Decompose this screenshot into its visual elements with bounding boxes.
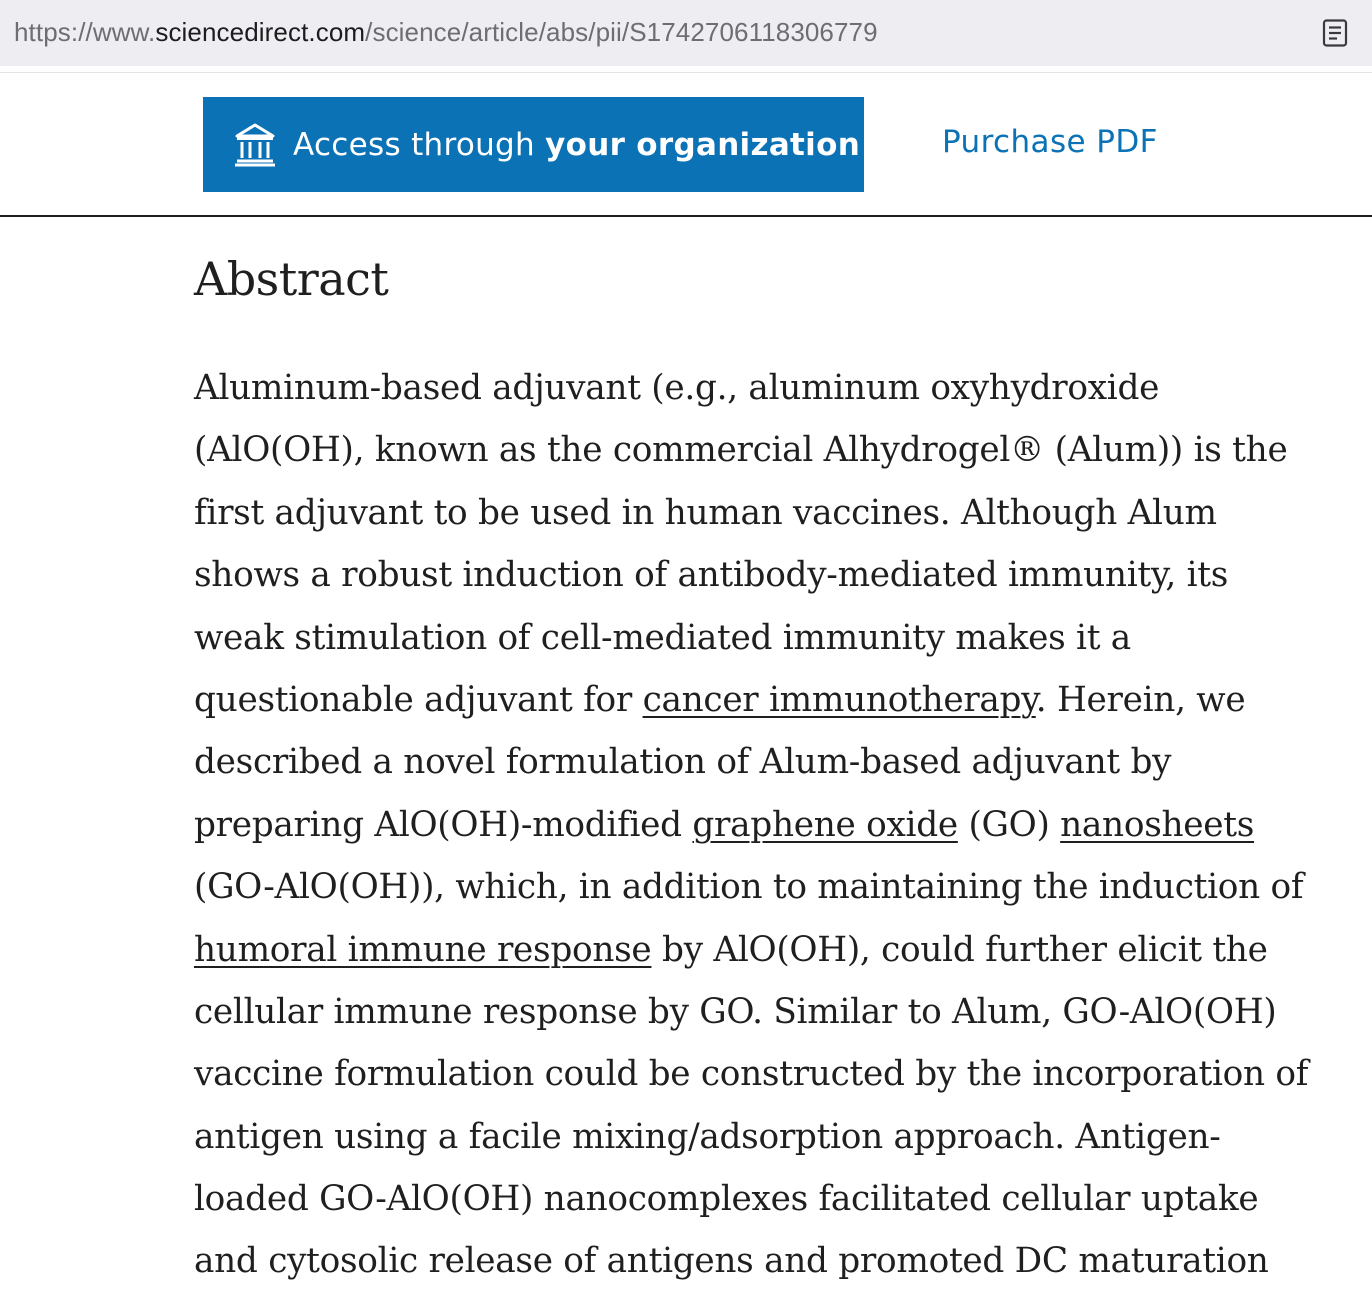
access-button-label [293, 127, 860, 163]
url-text[interactable] [14, 17, 878, 48]
access-label-bold: your organization [545, 126, 861, 163]
abstract-line [194, 669, 1354, 731]
abstract-text-segment: . Herein, we [1035, 679, 1246, 720]
nanosheets-link[interactable]: nanosheets [1060, 804, 1255, 845]
abstract-line: cellular immune response by GO. Similar to Alum, GO-AlO(OH) [194, 991, 1277, 1032]
access-through-organization-button[interactable] [203, 97, 864, 192]
address-bar[interactable] [0, 0, 1372, 66]
abstract-line: vaccine formulation could be constructed by the incorporation of [194, 1054, 1309, 1095]
access-label-plain: Access through [293, 126, 546, 163]
humoral-immune-response-link[interactable]: humoral immune response [194, 929, 652, 970]
institution-icon [234, 123, 276, 167]
abstract-text-segment: preparing AlO(OH)-modified [194, 804, 693, 845]
abstract-line: Aluminum-based adjuvant (e.g., aluminum oxyhydroxide [194, 368, 1160, 408]
abstract-text-segment: (GO) [957, 804, 1061, 845]
abstract-line [194, 919, 1354, 981]
abstract-line: first adjuvant to be used in human vaccines. Although Alum [194, 492, 1217, 533]
abstract-line: described a novel formulation of Alum-based adjuvant by [194, 742, 1172, 783]
abstract-line: (AlO(OH), known as the commercial Alhydrogel® (Alum)) is the [194, 430, 1288, 471]
abstract-line: antigen using a facile mixing/adsorption approach. Antigen- [194, 1116, 1221, 1157]
url-path: /science/article/abs/pii/S1742706118306779 [365, 17, 878, 47]
abstract-line: (GO-AlO(OH)), which, in addition to maintaining the induction of [194, 867, 1304, 908]
abstract-heading: Abstract [194, 252, 389, 306]
abstract-line [194, 794, 1354, 856]
cancer-immunotherapy-link[interactable]: cancer immunotherapy [642, 679, 1036, 720]
header-divider [0, 215, 1372, 217]
abstract-line: shows a robust induction of antibody-mediated immunity, its [194, 555, 1229, 596]
purchase-pdf-link[interactable]: Purchase PDF [942, 124, 1158, 160]
abstract-line: weak stimulation of cell-mediated immunity makes it a [194, 617, 1131, 658]
abstract-text-segment: by AlO(OH), could further elicit the [651, 929, 1268, 970]
graphene-oxide-link[interactable]: graphene oxide [692, 804, 958, 845]
abstract-line: and cytosolic release of antigens and promoted DC maturation [194, 1241, 1269, 1282]
toolbar-divider [0, 72, 1372, 73]
url-domain: sciencedirect.com [155, 17, 366, 47]
reader-mode-icon[interactable] [1322, 19, 1348, 47]
abstract-line: loaded GO-AlO(OH) nanocomplexes facilitated cellular uptake [194, 1179, 1259, 1220]
abstract-text-segment: questionable adjuvant for [194, 679, 643, 720]
url-prefix: https://www. [14, 17, 156, 47]
abstract-text [194, 357, 1354, 1293]
